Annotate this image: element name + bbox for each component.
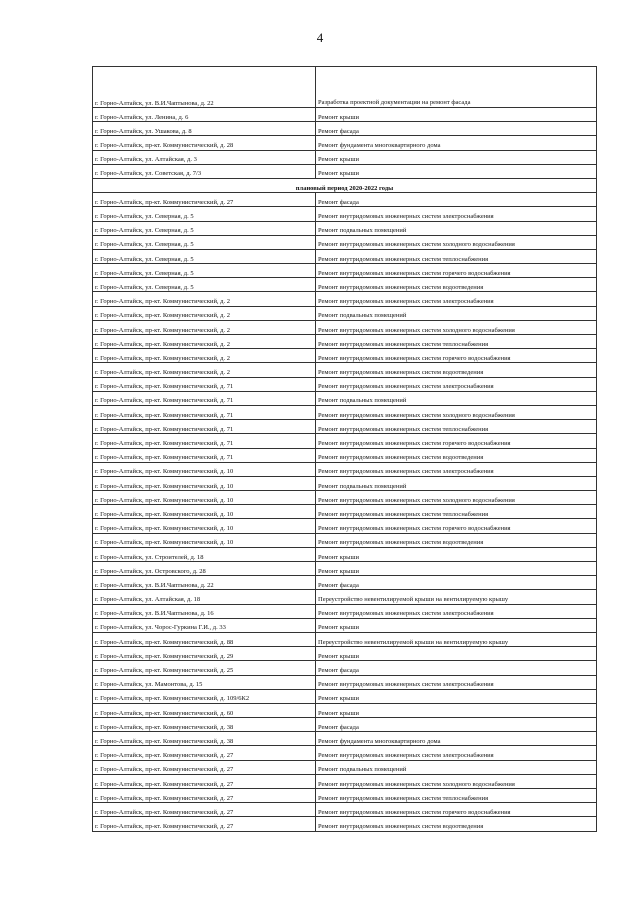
- table-row: [93, 292, 597, 306]
- address-cell: г. Горно-Алтайск, ул. Строителей, д. 18: [93, 547, 316, 561]
- address-cell: г. Горно-Алтайск, пр-кт. Коммунистический, д. 10: [93, 519, 316, 533]
- table-row: [93, 306, 597, 320]
- work-type-cell: Ремонт фасада: [316, 122, 597, 136]
- address-cell: г. Горно-Алтайск, пр-кт. Коммунистический, д. 71: [93, 377, 316, 391]
- work-type-cell: Ремонт внутридомовых инженерных систем горячего водоснабжения: [316, 264, 597, 278]
- table-row: [93, 377, 597, 391]
- address-cell: г. Горно-Алтайск, ул. Ленина, д. 6: [93, 108, 316, 122]
- table-row: [93, 547, 597, 561]
- address-cell: г. Горно-Алтайск, ул. Северная, д. 5: [93, 221, 316, 235]
- work-type-cell: Ремонт фасада: [316, 576, 597, 590]
- work-type-cell: Ремонт внутридомовых инженерных систем водоотведения: [316, 448, 597, 462]
- address-cell: г. Горно-Алтайск, пр-кт. Коммунистический, д. 2: [93, 349, 316, 363]
- work-type-cell: Ремонт подвальных помещений: [316, 391, 597, 405]
- table-row: [93, 363, 597, 377]
- table-row: [93, 519, 597, 533]
- table-row: [93, 505, 597, 519]
- work-type-cell: Ремонт фундамента многоквартирного дома: [316, 732, 597, 746]
- works-table: [92, 66, 597, 832]
- table-row: [93, 249, 597, 263]
- address-cell: г. Горно-Алтайск, пр-кт. Коммунистический, д. 10: [93, 476, 316, 490]
- work-type-cell: Ремонт крыши: [316, 547, 597, 561]
- work-type-cell: Ремонт крыши: [316, 689, 597, 703]
- table-row: [93, 221, 597, 235]
- table-row: [93, 462, 597, 476]
- work-type-cell: Ремонт внутридомовых инженерных систем электроснабжения: [316, 207, 597, 221]
- address-cell: г. Горно-Алтайск, пр-кт. Коммунистический, д. 27: [93, 193, 316, 207]
- address-cell: г. Горно-Алтайск, ул. Алтайская, д. 3: [93, 150, 316, 164]
- work-type-cell: Ремонт внутридомовых инженерных систем электроснабжения: [316, 675, 597, 689]
- work-type-cell: Ремонт внутридомовых инженерных систем горячего водоснабжения: [316, 434, 597, 448]
- work-type-cell: Ремонт фасада: [316, 193, 597, 207]
- table-row: [93, 576, 597, 590]
- table-row: [93, 476, 597, 490]
- work-type-cell: Ремонт крыши: [316, 150, 597, 164]
- work-type-cell: Ремонт крыши: [316, 647, 597, 661]
- table-row: [93, 718, 597, 732]
- address-cell: г. Горно-Алтайск, пр-кт. Коммунистический, д. 27: [93, 760, 316, 774]
- table-row: [93, 164, 597, 178]
- work-type-cell: Ремонт фундамента многоквартирного дома: [316, 136, 597, 150]
- period-header: плановый период 2020-2022 годы: [93, 178, 597, 192]
- work-type-cell: Ремонт внутридомовых инженерных систем водоотведения: [316, 817, 597, 831]
- address-cell: г. Горно-Алтайск, пр-кт. Коммунистический, д. 25: [93, 661, 316, 675]
- table-row: [93, 491, 597, 505]
- table-row: [93, 732, 597, 746]
- work-type-cell: Ремонт крыши: [316, 164, 597, 178]
- table-row: [93, 391, 597, 405]
- table-row: [93, 108, 597, 122]
- work-type-cell: Переустройство невентилируемой крыши на вентилируемую крышу: [316, 590, 597, 604]
- table-row: [93, 689, 597, 703]
- work-type-cell: Ремонт внутридомовых инженерных систем холодного водоснабжения: [316, 320, 597, 334]
- address-cell: г. Горно-Алтайск, пр-кт. Коммунистический, д. 71: [93, 434, 316, 448]
- address-cell: г. Горно-Алтайск, пр-кт. Коммунистический, д. 2: [93, 335, 316, 349]
- table-row: [93, 235, 597, 249]
- table-row: [93, 136, 597, 150]
- work-type-cell: Ремонт внутридомовых инженерных систем водоотведения: [316, 278, 597, 292]
- address-cell: г. Горно-Алтайск, пр-кт. Коммунистический, д. 27: [93, 746, 316, 760]
- address-cell: г. Горно-Алтайск, пр-кт. Коммунистический, д. 27: [93, 817, 316, 831]
- address-cell: г. Горно-Алтайск, ул. Советская, д. 7/3: [93, 164, 316, 178]
- work-type-cell: Ремонт внутридомовых инженерных систем холодного водоснабжения: [316, 491, 597, 505]
- work-type-cell: Ремонт внутридомовых инженерных систем холодного водоснабжения: [316, 774, 597, 788]
- address-cell: г. Горно-Алтайск, ул. В.И.Чаптынова, д. 22: [93, 67, 316, 108]
- work-type-cell: Ремонт крыши: [316, 562, 597, 576]
- work-type-cell: Ремонт внутридомовых инженерных систем электроснабжения: [316, 462, 597, 476]
- address-cell: г. Горно-Алтайск, пр-кт. Коммунистический, д. 10: [93, 533, 316, 547]
- table-row: [93, 405, 597, 419]
- work-type-cell: Ремонт внутридомовых инженерных систем холодного водоснабжения: [316, 235, 597, 249]
- table-row: [93, 789, 597, 803]
- table-row: [93, 420, 597, 434]
- address-cell: г. Горно-Алтайск, пр-кт. Коммунистический, д. 27: [93, 774, 316, 788]
- work-type-cell: Ремонт подвальных помещений: [316, 476, 597, 490]
- address-cell: г. Горно-Алтайск, ул. Мамонтова, д. 15: [93, 675, 316, 689]
- work-type-cell: Разработка проектной документации на ремонт фасада: [316, 67, 597, 108]
- work-type-cell: Ремонт внутридомовых инженерных систем электроснабжения: [316, 292, 597, 306]
- table-row: [93, 320, 597, 334]
- table-row: [93, 774, 597, 788]
- work-type-cell: Ремонт внутридомовых инженерных систем теплоснабжения: [316, 505, 597, 519]
- work-type-cell: Ремонт внутридомовых инженерных систем теплоснабжения: [316, 335, 597, 349]
- address-cell: г. Горно-Алтайск, ул. В.И.Чаптынова, д. 16: [93, 604, 316, 618]
- address-cell: г. Горно-Алтайск, пр-кт. Коммунистический, д. 27: [93, 789, 316, 803]
- address-cell: г. Горно-Алтайск, пр-кт. Коммунистический, д. 10: [93, 491, 316, 505]
- address-cell: г. Горно-Алтайск, пр-кт. Коммунистический, д. 2: [93, 292, 316, 306]
- work-type-cell: Ремонт внутридомовых инженерных систем горячего водоснабжения: [316, 349, 597, 363]
- table-row: [93, 278, 597, 292]
- work-type-cell: Ремонт подвальных помещений: [316, 306, 597, 320]
- work-type-cell: Ремонт фасада: [316, 661, 597, 675]
- address-cell: г. Горно-Алтайск, пр-кт. Коммунистический, д. 71: [93, 405, 316, 419]
- table-row: [93, 150, 597, 164]
- work-type-cell: Ремонт внутридомовых инженерных систем электроснабжения: [316, 604, 597, 618]
- work-type-cell: Ремонт внутридомовых инженерных систем теплоснабжения: [316, 420, 597, 434]
- work-type-cell: Переустройство невентилируемой крыши на вентилируемую крышу: [316, 632, 597, 646]
- address-cell: г. Горно-Алтайск, пр-кт. Коммунистический, д. 27: [93, 803, 316, 817]
- table-row: [93, 562, 597, 576]
- address-cell: г. Горно-Алтайск, пр-кт. Коммунистический, д. 29: [93, 647, 316, 661]
- work-type-cell: Ремонт внутридомовых инженерных систем теплоснабжения: [316, 789, 597, 803]
- table-row: [93, 703, 597, 717]
- works-table-body: [93, 67, 597, 832]
- work-type-cell: Ремонт внутридомовых инженерных систем горячего водоснабжения: [316, 803, 597, 817]
- page-number: 4: [316, 30, 324, 45]
- work-type-cell: Ремонт подвальных помещений: [316, 760, 597, 774]
- table-row: [93, 760, 597, 774]
- work-type-cell: Ремонт крыши: [316, 108, 597, 122]
- address-cell: г. Горно-Алтайск, ул. Северная, д. 5: [93, 264, 316, 278]
- work-type-cell: Ремонт внутридомовых инженерных систем горячего водоснабжения: [316, 519, 597, 533]
- address-cell: г. Горно-Алтайск, ул. Северная, д. 5: [93, 249, 316, 263]
- table-row: [93, 661, 597, 675]
- address-cell: г. Горно-Алтайск, пр-кт. Коммунистический, д. 38: [93, 732, 316, 746]
- table-row: [93, 604, 597, 618]
- address-cell: г. Горно-Алтайск, пр-кт. Коммунистический, д. 71: [93, 391, 316, 405]
- work-type-cell: Ремонт крыши: [316, 618, 597, 632]
- address-cell: г. Горно-Алтайск, пр-кт. Коммунистический, д. 28: [93, 136, 316, 150]
- address-cell: г. Горно-Алтайск, пр-кт. Коммунистический, д. 2: [93, 306, 316, 320]
- address-cell: г. Горно-Алтайск, пр-кт. Коммунистический, д. 109/6К2: [93, 689, 316, 703]
- address-cell: г. Горно-Алтайск, пр-кт. Коммунистический, д. 60: [93, 703, 316, 717]
- table-row: [93, 675, 597, 689]
- address-cell: г. Горно-Алтайск, пр-кт. Коммунистический, д. 2: [93, 363, 316, 377]
- table-row: [93, 122, 597, 136]
- address-cell: г. Горно-Алтайск, ул. Северная, д. 5: [93, 207, 316, 221]
- address-cell: г. Горно-Алтайск, пр-кт. Коммунистический, д. 2: [93, 320, 316, 334]
- work-type-cell: Ремонт подвальных помещений: [316, 221, 597, 235]
- work-type-cell: Ремонт крыши: [316, 703, 597, 717]
- table-row: [93, 434, 597, 448]
- table-row: [93, 207, 597, 221]
- address-cell: г. Горно-Алтайск, пр-кт. Коммунистический, д. 10: [93, 462, 316, 476]
- address-cell: г. Горно-Алтайск, пр-кт. Коммунистический, д. 88: [93, 632, 316, 646]
- table-row: [93, 746, 597, 760]
- period-header-row: [93, 178, 597, 192]
- table-row: [93, 817, 597, 831]
- table-row: [93, 349, 597, 363]
- table-row: [93, 632, 597, 646]
- address-cell: г. Горно-Алтайск, ул. Северная, д. 5: [93, 235, 316, 249]
- table-row: [93, 590, 597, 604]
- work-type-cell: Ремонт внутридомовых инженерных систем теплоснабжения: [316, 249, 597, 263]
- address-cell: г. Горно-Алтайск, пр-кт. Коммунистический, д. 38: [93, 718, 316, 732]
- table-row: [93, 67, 597, 108]
- address-cell: г. Горно-Алтайск, пр-кт. Коммунистический, д. 71: [93, 448, 316, 462]
- address-cell: г. Горно-Алтайск, ул. Северная, д. 5: [93, 278, 316, 292]
- address-cell: г. Горно-Алтайск, ул. Ушакова, д. 8: [93, 122, 316, 136]
- address-cell: г. Горно-Алтайск, ул. Чорос-Гуркина Г.И., д. 33: [93, 618, 316, 632]
- address-cell: г. Горно-Алтайск, ул. Алтайская, д. 18: [93, 590, 316, 604]
- table-row: [93, 803, 597, 817]
- address-cell: г. Горно-Алтайск, пр-кт. Коммунистический, д. 10: [93, 505, 316, 519]
- work-type-cell: Ремонт внутридомовых инженерных систем водоотведения: [316, 533, 597, 547]
- work-type-cell: Ремонт внутридомовых инженерных систем электроснабжения: [316, 746, 597, 760]
- table-row: [93, 647, 597, 661]
- table-row: [93, 533, 597, 547]
- table-row: [93, 448, 597, 462]
- table-row: [93, 618, 597, 632]
- table-row: [93, 264, 597, 278]
- address-cell: г. Горно-Алтайск, ул. В.И.Чаптынова, д. 22: [93, 576, 316, 590]
- work-type-cell: Ремонт внутридомовых инженерных систем водоотведения: [316, 363, 597, 377]
- table-row: [93, 193, 597, 207]
- table-row: [93, 335, 597, 349]
- work-type-cell: Ремонт внутридомовых инженерных систем электроснабжения: [316, 377, 597, 391]
- work-type-cell: Ремонт фасада: [316, 718, 597, 732]
- work-type-cell: Ремонт внутридомовых инженерных систем холодного водоснабжения: [316, 405, 597, 419]
- address-cell: г. Горно-Алтайск, пр-кт. Коммунистический, д. 71: [93, 420, 316, 434]
- address-cell: г. Горно-Алтайск, ул. Островского, д. 28: [93, 562, 316, 576]
